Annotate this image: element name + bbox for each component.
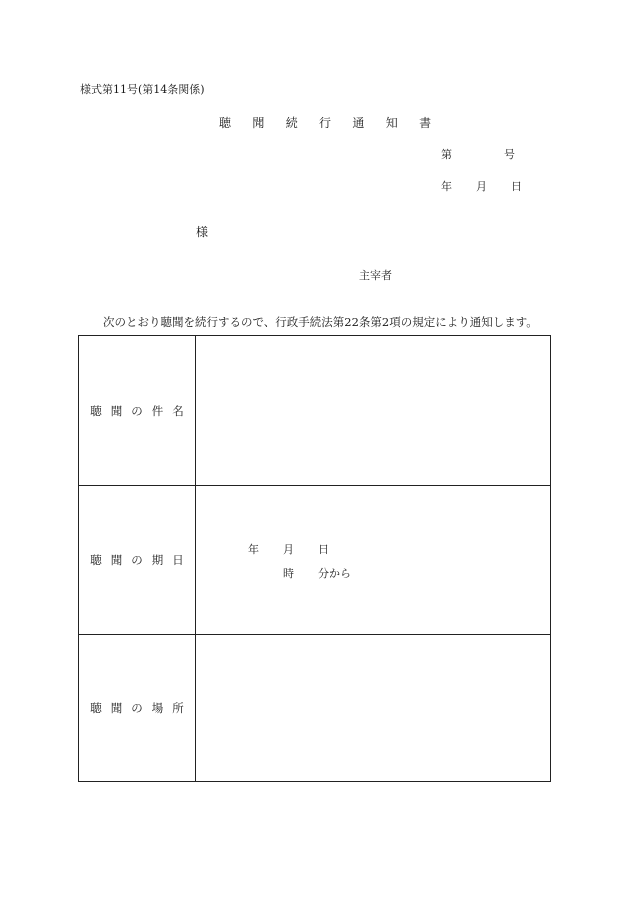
hearing-info-table [78, 335, 551, 782]
intro-text: 次のとおり聴聞を続行するので、行政手続法第22条第2項の規定により通知します。 [103, 315, 538, 329]
title-char: 書 [419, 116, 432, 130]
label-char: 名 [172, 403, 184, 418]
issue-month-label: 月 [476, 180, 487, 193]
schedule-hour-label: 時 [283, 567, 294, 580]
organizer-label: 主宰者 [359, 269, 392, 282]
schedule-month-label: 月 [283, 543, 294, 556]
label-char: の [131, 403, 143, 418]
number-prefix: 第 [441, 148, 452, 161]
label-char: の [131, 701, 143, 715]
schedule-minute-label: 分から [318, 567, 351, 580]
title-char: 知 [385, 116, 398, 130]
label-char: 聴 [90, 701, 102, 715]
label-char: 期 [151, 553, 164, 567]
label-char: 聞 [110, 701, 123, 715]
label-char: 聞 [110, 403, 123, 418]
label-char: 場 [151, 701, 164, 715]
form-number: 様式第11号(第14条関係) [80, 83, 205, 96]
title-char: 行 [319, 116, 332, 130]
issue-day-label: 日 [511, 180, 522, 193]
document-number-line [441, 146, 515, 162]
table-row-subject [79, 336, 550, 485]
row-label-subject [79, 336, 196, 485]
row-label-location [79, 635, 196, 781]
issue-date-line [441, 178, 522, 194]
label-char: 聴 [90, 403, 102, 418]
title-char: 聞 [252, 116, 265, 130]
table-row-location [79, 634, 550, 781]
schedule-day-label: 日 [318, 543, 329, 556]
schedule-time-line [283, 565, 351, 581]
schedule-year-label: 年 [248, 543, 259, 556]
label-char: 所 [172, 701, 184, 715]
label-char: 件 [151, 403, 164, 418]
subject-field[interactable] [196, 336, 550, 485]
addressee-suffix: 様 [196, 225, 209, 239]
date-field[interactable] [196, 486, 550, 634]
number-suffix: 号 [504, 148, 515, 161]
table-row-date [79, 485, 550, 634]
title-char: 聴 [219, 116, 232, 130]
issue-year-label: 年 [441, 180, 452, 193]
title-char: 続 [285, 116, 298, 130]
location-field[interactable] [196, 635, 550, 781]
title-char: 通 [352, 116, 365, 130]
label-char: の [131, 553, 143, 567]
document-title [219, 114, 431, 131]
label-char: 聞 [110, 553, 123, 567]
label-char: 日 [172, 553, 184, 567]
label-char: 聴 [90, 553, 102, 567]
schedule-date-line [248, 541, 329, 557]
row-label-date [79, 486, 196, 634]
